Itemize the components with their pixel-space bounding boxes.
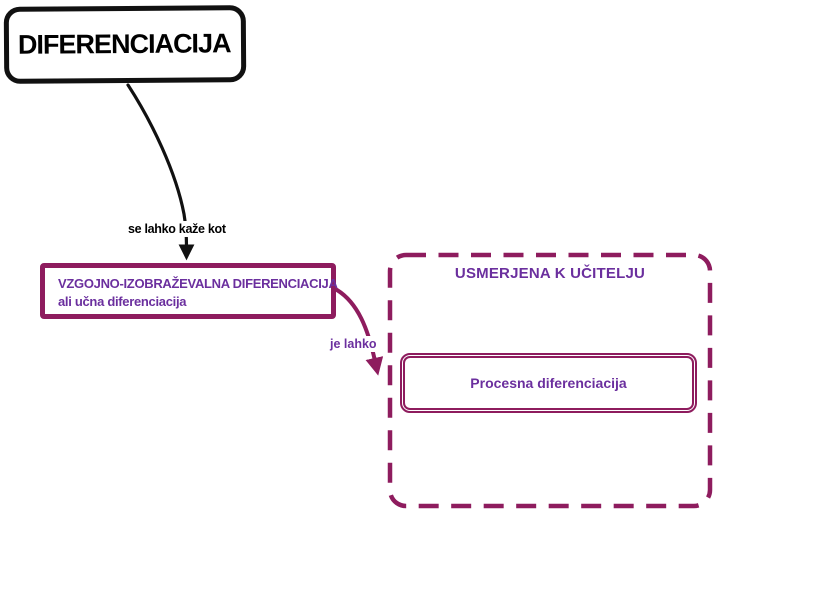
node-vzgojno-izobrazevalna[interactable] [40,263,336,319]
edge-label-se-lahko-kaze-kot: se lahko kaže kot [128,222,226,236]
node-procesna-label: Procesna diferenciacija [470,375,627,391]
group-title-usmerjena-k-ucitelju: USMERJENA K UČITELJU [454,265,646,282]
node-vzgojno-line1: VZGOJNO-IZOBRAŽEVALNA DIFERENCIACIJA [58,276,338,291]
node-diferenciacija[interactable] [4,5,247,84]
node-vzgojno-line2: ali učna diferenciacija [58,294,187,309]
edge-label-je-lahko: je lahko [330,337,377,351]
node-diferenciacija-label: DIFERENCIACIJA [17,28,231,60]
node-procesna-diferenciacija[interactable] [400,353,697,413]
